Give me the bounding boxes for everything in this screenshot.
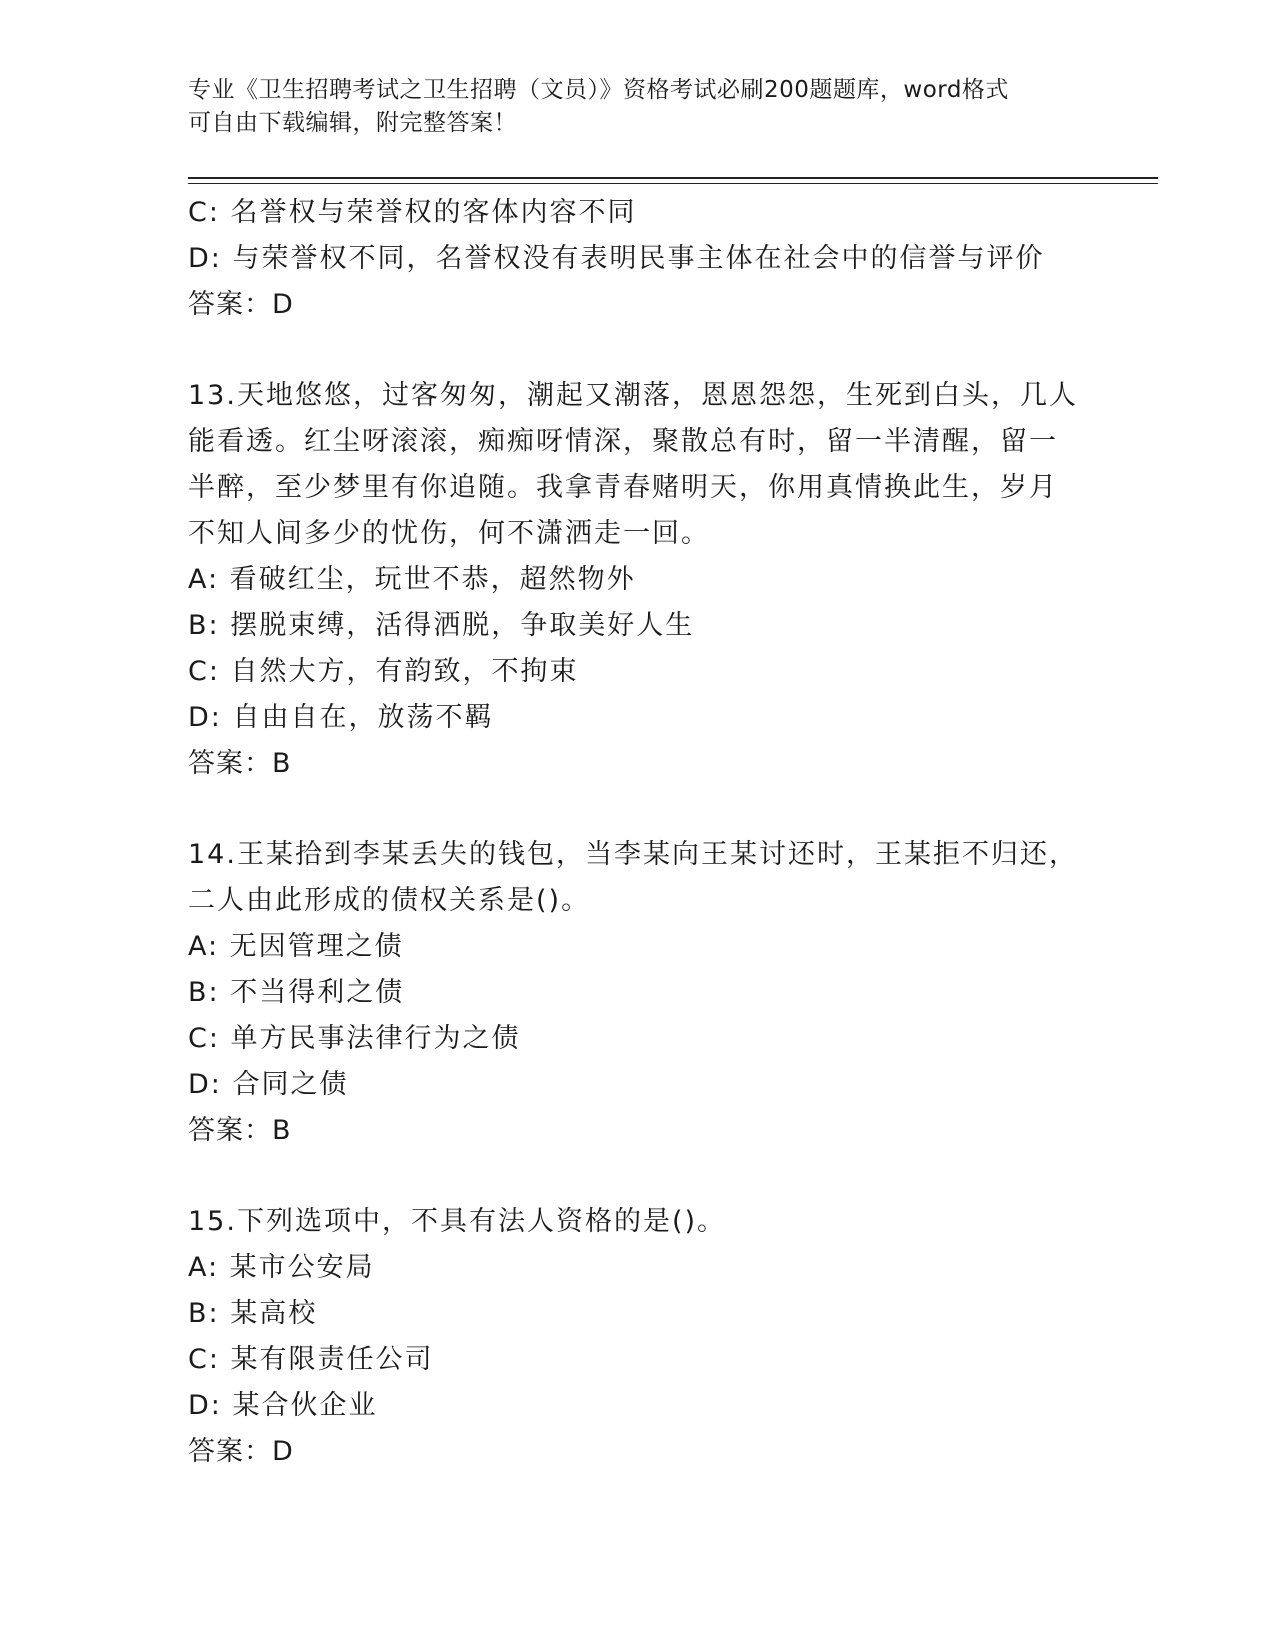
answer-line: 答案：D: [188, 1436, 294, 1467]
header-line-2: 可自由下载编辑，附完整答案！: [188, 110, 517, 136]
header-line-1: 专业《卫生招聘考试之卫生招聘（文员）》资格考试必刷200题题库，word格式: [188, 77, 1009, 103]
header-divider-thin: [188, 183, 1158, 184]
document-header: [188, 74, 1068, 140]
question-list: [188, 190, 1088, 1475]
question-stem-line: 13.天地悠悠，过客匆匆，潮起又潮落，恩恩怨怨，生死到白头，几人: [188, 380, 1078, 411]
question-stem-line: 不知人间多少的忧伤，何不潇洒走一回。: [188, 518, 710, 549]
question-stem-line: 二人由此形成的债权关系是()。: [188, 885, 591, 916]
option-d: D: 与荣誉权不同，名誉权没有表明民事主体在社会中的信誉与评价: [188, 243, 1045, 274]
option-c: C: 名誉权与荣誉权的客体内容不同: [188, 197, 637, 228]
option-b: B: 不当得利之债: [188, 977, 405, 1008]
question-stem-line: 半醉，至少梦里有你追随。我拿青春赌明天，你用真情换此生，岁月: [188, 472, 1058, 503]
answer-line: 答案：B: [188, 1115, 292, 1146]
question-14: [188, 832, 1088, 1154]
spacer: [188, 328, 1088, 373]
answer-line: 答案：B: [188, 748, 292, 779]
option-c: C: 自然大方，有韵致，不拘束: [188, 656, 579, 687]
question-stem-line: 14.王某拾到李某丢失的钱包，当李某向王某讨还时，王某拒不归还，: [188, 839, 1078, 870]
option-b: B: 某高校: [188, 1298, 318, 1329]
answer-line: 答案：D: [188, 289, 294, 320]
option-a: A: 某市公安局: [188, 1252, 375, 1283]
option-d: D: 某合伙企业: [188, 1390, 378, 1421]
option-c: C: 某有限责任公司: [188, 1344, 434, 1375]
question-12-continued: [188, 190, 1088, 328]
option-a: A: 无因管理之债: [188, 931, 404, 962]
question-13: [188, 373, 1088, 787]
question-stem-line: 15.下列选项中，不具有法人资格的是()。: [188, 1206, 727, 1237]
spacer: [188, 787, 1088, 832]
option-a: A: 看破红尘，玩世不恭，超然物外: [188, 564, 636, 595]
header-divider-thick: [188, 177, 1158, 179]
spacer: [188, 1154, 1088, 1199]
option-b: B: 摆脱束缚，活得洒脱，争取美好人生: [188, 610, 695, 641]
option-c: C: 单方民事法律行为之债: [188, 1023, 521, 1054]
question-15: [188, 1199, 1088, 1475]
option-d: D: 合同之债: [188, 1069, 349, 1100]
option-d: D: 自由自在，放荡不羁: [188, 702, 494, 733]
question-stem-line: 能看透。红尘呀滚滚，痴痴呀情深，聚散总有时，留一半清醒，留一: [188, 426, 1058, 457]
